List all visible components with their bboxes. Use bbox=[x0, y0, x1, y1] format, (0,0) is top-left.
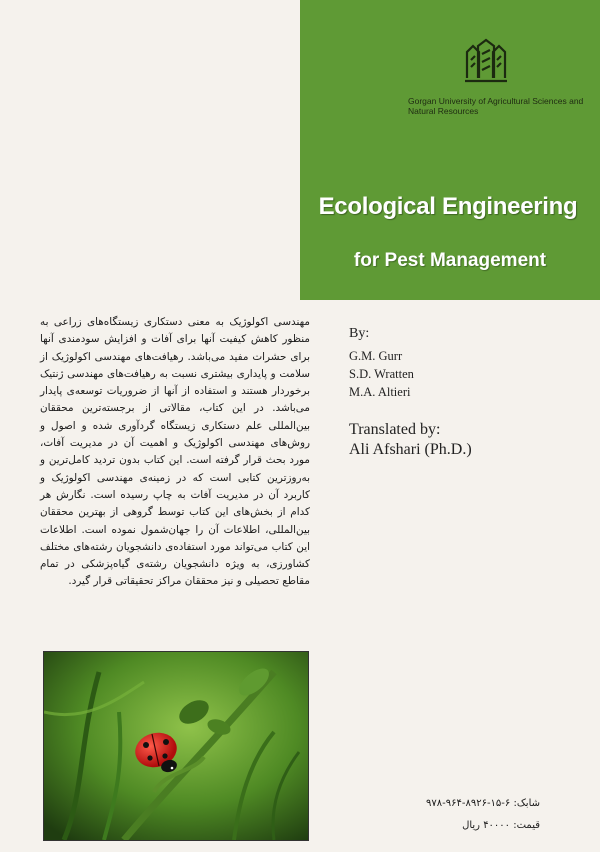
price: قیمت: ۴۰۰۰۰ ریال bbox=[462, 820, 540, 831]
book-description: مهندسی اکولوژیک به معنی دستکاری زیستگاه‌های زراعی به منظور کاهش کیفیت آنها برای آفات و افزایش سودمندی آنها برای حشرات مفید می‌باشد. رهیافت‌های مهندسی اکولوژیک از سلامت و پایداری بیشتری نسبت به رهیافت‌های مهندسی ژنتیک برخوردار هستند و استفاده از آنها از ضروریات توسعه‌ی پایدار می‌باشد. در این کتاب، مقالاتی از برجسته‌ترین محققان بین‌المللی علم دستکاری زیستگاه گردآوری شده و اصول و روش‌های مهندسی اکولوژیک و اهمیت آن در مدیریت آفات، مورد بحث قرار گرفته است. این کتاب بدون تردید کامل‌ترین و به‌روزترین کتابی است که در زمینه‌ی مهندسی اکولوژیک و کاربرد آن در مدیریت آفات به چاپ رسیده است. نگارش هر کدام از بخش‌های این کتاب توسط گروهی از بهترین محققان بین‌المللی، اطلاعات آن را جهان‌شمول نموده است. اطلاعات این کتاب می‌تواند مورد استفاده‌ی دانشجویان رشته‌های مختلف کشاورزی، به ویژه دانشجویان رشته‌ی گیاه‌پزشکی در تمام مقاطع تحصیلی و نیز محققان مراکز تحقیقاتی قرار گیرد. bbox=[40, 316, 310, 588]
book-subtitle: for Pest Management bbox=[353, 250, 547, 271]
book-title: Ecological Engineering bbox=[318, 193, 578, 220]
ladybug-photo bbox=[43, 651, 309, 841]
author-name: G.M. Gurr bbox=[349, 349, 403, 363]
translator-name: Ali Afshari (Ph.D.) bbox=[349, 441, 472, 458]
author-name: M.A. Altieri bbox=[349, 385, 411, 399]
by-label: By: bbox=[349, 326, 370, 341]
university-logo-icon bbox=[462, 38, 510, 84]
university-name: Gorgan University of Agricultural Sciences and Natural Resources bbox=[408, 96, 584, 116]
translated-by-label: Translated by: bbox=[349, 421, 441, 438]
isbn: شابک: ۶-۱۵-۸۹۲۶-۹۶۴-۹۷۸ bbox=[425, 798, 540, 809]
author-name: S.D. Wratten bbox=[349, 367, 414, 381]
authors-list bbox=[349, 347, 414, 401]
